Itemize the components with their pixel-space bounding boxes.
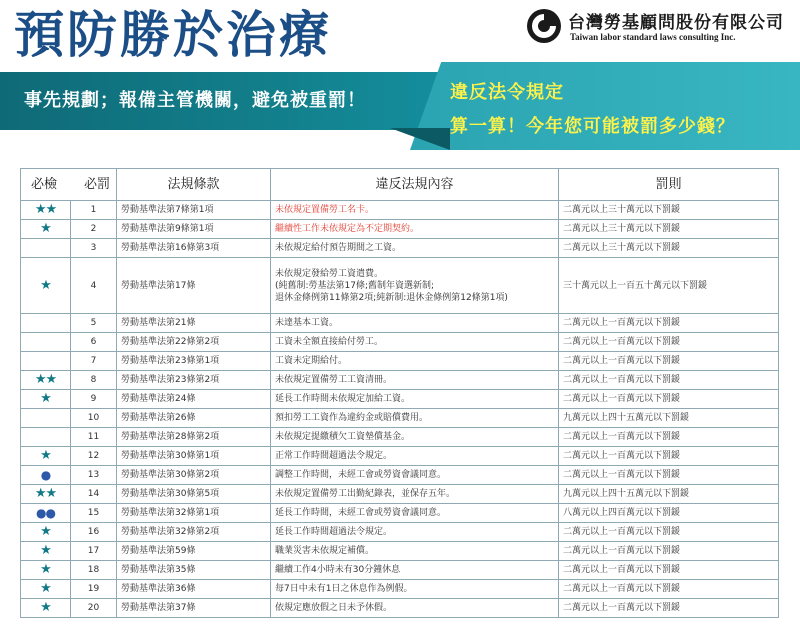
- row-number: 5: [71, 314, 117, 333]
- table-row: [21, 542, 779, 561]
- table-row: [21, 314, 779, 333]
- law-article: 勞動基準法第22條第2項: [117, 333, 271, 352]
- penalty-amount: 二萬元以上一百萬元以下罰鍰: [559, 447, 779, 466]
- logo-chinese-name: 台灣勞基顧問股份有限公司: [568, 13, 784, 33]
- penalty-amount: 二萬元以上一百萬元以下罰鍰: [559, 333, 779, 352]
- violation-content: 調整工作時間，未經工會或勞資會議同意。: [271, 466, 559, 485]
- violation-content: 繼續性工作未依規定為不定期契約。: [271, 220, 559, 239]
- header-must: 必罰: [83, 176, 110, 192]
- star-icon: ★: [21, 390, 71, 409]
- law-article: 勞動基準法第59條: [117, 542, 271, 561]
- star-icon: ★★: [21, 371, 71, 390]
- row-number: 17: [71, 542, 117, 561]
- row-number: 8: [71, 371, 117, 390]
- penalty-amount: 二萬元以上一百萬元以下罰鍰: [559, 542, 779, 561]
- mark-cell: [21, 409, 71, 428]
- company-logo-icon: [526, 8, 562, 44]
- violation-content: 延長工作時間超過法令規定。: [271, 523, 559, 542]
- row-number: 6: [71, 333, 117, 352]
- law-article: 勞動基準法第32條第2項: [117, 523, 271, 542]
- violation-content: 職業災害未依規定補償。: [271, 542, 559, 561]
- company-logo: [526, 6, 796, 50]
- violation-content: 工資未全額直接給付勞工。: [271, 333, 559, 352]
- penalty-amount: 二萬元以上一百萬元以下罰鍰: [559, 314, 779, 333]
- row-number: 9: [71, 390, 117, 409]
- table-row: [21, 352, 779, 371]
- law-article: 勞動基準法第28條第2項: [117, 428, 271, 447]
- star-icon: ★: [21, 599, 71, 618]
- row-number: 11: [71, 428, 117, 447]
- penalty-amount: 二萬元以上三十萬元以下罰鍰: [559, 239, 779, 258]
- promo-line-2: 算一算！今年您可能被罰多少錢？: [450, 116, 735, 137]
- law-article: 勞動基準法第9條第1項: [117, 220, 271, 239]
- law-article: 勞動基準法第30條第2項: [117, 466, 271, 485]
- row-number: 20: [71, 599, 117, 618]
- page-title: 預防勝於治療: [14, 6, 332, 64]
- violation-content: 延長工作時間未依規定加給工資。: [271, 390, 559, 409]
- penalty-amount: 二萬元以上一百萬元以下罰鍰: [559, 466, 779, 485]
- penalty-table: [20, 168, 779, 618]
- penalty-amount: 二萬元以上一百萬元以下罰鍰: [559, 352, 779, 371]
- table-row: [21, 523, 779, 542]
- law-article: 勞動基準法第35條: [117, 561, 271, 580]
- row-number: 7: [71, 352, 117, 371]
- table-header-row: [21, 169, 779, 201]
- table-row: [21, 580, 779, 599]
- violation-content: 依規定應放假之日未予休假。: [271, 599, 559, 618]
- banner-subtitle: 事先規劃；報備主管機關，避免被重罰！: [24, 90, 366, 111]
- star-icon: ★: [21, 542, 71, 561]
- penalty-amount: 八萬元以上四百萬元以下罰鍰: [559, 504, 779, 523]
- star-icon: ★: [21, 523, 71, 542]
- star-icon: ★: [21, 447, 71, 466]
- header-check-must: [21, 169, 117, 201]
- law-article: 勞動基準法第7條第1項: [117, 201, 271, 220]
- table-row: [21, 258, 779, 314]
- table-row: [21, 447, 779, 466]
- table-row: [21, 409, 779, 428]
- promo-line-1: 違反法令規定: [450, 82, 564, 103]
- table-row: [21, 390, 779, 409]
- law-article: 勞動基準法第30條第5項: [117, 485, 271, 504]
- row-number: 19: [71, 580, 117, 599]
- mark-cell: [21, 428, 71, 447]
- penalty-amount: 二萬元以上一百萬元以下罰鍰: [559, 561, 779, 580]
- dot-icon: ●●: [21, 504, 71, 523]
- penalty-amount: 二萬元以上一百萬元以下罰鍰: [559, 599, 779, 618]
- star-icon: ★★: [21, 201, 71, 220]
- violation-content: 未依規定提繳積欠工資墊償基金。: [271, 428, 559, 447]
- row-number: 3: [71, 239, 117, 258]
- row-number: 18: [71, 561, 117, 580]
- table-row: [21, 371, 779, 390]
- dot-icon: ●: [21, 466, 71, 485]
- law-article: 勞動基準法第23條第2項: [117, 371, 271, 390]
- table-row: [21, 561, 779, 580]
- penalty-amount: 二萬元以上一百萬元以下罰鍰: [559, 428, 779, 447]
- penalty-amount: 二萬元以上三十萬元以下罰鍰: [559, 201, 779, 220]
- row-number: 12: [71, 447, 117, 466]
- row-number: 14: [71, 485, 117, 504]
- law-article: 勞動基準法第30條第1項: [117, 447, 271, 466]
- penalty-amount: 三十萬元以上一百五十萬元以下罰鍰: [559, 258, 779, 314]
- law-article: 勞動基準法第32條第1項: [117, 504, 271, 523]
- table-row: [21, 201, 779, 220]
- table-row: [21, 466, 779, 485]
- law-article: 勞動基準法第36條: [117, 580, 271, 599]
- logo-english-name: Taiwan labor standard laws consulting Inc.: [570, 32, 736, 42]
- table-row: [21, 504, 779, 523]
- row-number: 1: [71, 201, 117, 220]
- star-icon: ★: [21, 561, 71, 580]
- mark-cell: [21, 352, 71, 371]
- law-article: 勞動基準法第24條: [117, 390, 271, 409]
- header-law: 法規條款: [117, 169, 271, 201]
- row-number: 2: [71, 220, 117, 239]
- penalty-amount: 二萬元以上三十萬元以下罰鍰: [559, 220, 779, 239]
- violation-content: 未依規定置備勞工工資清冊。: [271, 371, 559, 390]
- table-row: [21, 428, 779, 447]
- penalty-amount: 九萬元以上四十五萬元以下罰鍰: [559, 485, 779, 504]
- mark-cell: [21, 314, 71, 333]
- penalty-amount: 九萬元以上四十五萬元以下罰鍰: [559, 409, 779, 428]
- violation-content: 正常工作時間超過法令規定。: [271, 447, 559, 466]
- penalty-amount: 二萬元以上一百萬元以下罰鍰: [559, 523, 779, 542]
- violation-content: 未依規定發給勞工資遣費。 (純舊制:勞基法第17條;舊制年資選新制; 退休金條例第11條第2項;純新制:退休金條例第12條第1項): [271, 258, 559, 314]
- header-penalty: 罰則: [559, 169, 779, 201]
- violation-content: 未達基本工資。: [271, 314, 559, 333]
- violation-content: 未依規定置備勞工出勤紀錄表，並保存五年。: [271, 485, 559, 504]
- table-row: [21, 599, 779, 618]
- violation-content: 未依規定給付預告期間之工資。: [271, 239, 559, 258]
- star-icon: ★★: [21, 485, 71, 504]
- mark-cell: [21, 333, 71, 352]
- law-article: 勞動基準法第26條: [117, 409, 271, 428]
- law-article: 勞動基準法第17條: [117, 258, 271, 314]
- table-row: [21, 485, 779, 504]
- mark-cell: [21, 239, 71, 258]
- violation-content: 繼續工作4小時未有30分鐘休息: [271, 561, 559, 580]
- violation-content: 預扣勞工工資作為違約金或賠償費用。: [271, 409, 559, 428]
- penalty-amount: 二萬元以上一百萬元以下罰鍰: [559, 580, 779, 599]
- violation-content: 未依規定置備勞工名卡。: [271, 201, 559, 220]
- row-number: 16: [71, 523, 117, 542]
- star-icon: ★: [21, 580, 71, 599]
- penalty-table-container: [20, 168, 778, 618]
- table-row: [21, 220, 779, 239]
- header-check: 必檢: [31, 176, 58, 192]
- row-number: 4: [71, 258, 117, 314]
- violation-content: 工資未定期給付。: [271, 352, 559, 371]
- law-article: 勞動基準法第16條第3項: [117, 239, 271, 258]
- law-article: 勞動基準法第21條: [117, 314, 271, 333]
- header-content: 違反法規內容: [271, 169, 559, 201]
- violation-content: 延長工作時間，未經工會或勞資會議同意。: [271, 504, 559, 523]
- row-number: 15: [71, 504, 117, 523]
- law-article: 勞動基準法第23條第1項: [117, 352, 271, 371]
- star-icon: ★: [21, 220, 71, 239]
- row-number: 13: [71, 466, 117, 485]
- table-body: [21, 201, 779, 618]
- violation-content: 每7日中未有1日之休息作為例假。: [271, 580, 559, 599]
- penalty-amount: 二萬元以上一百萬元以下罰鍰: [559, 371, 779, 390]
- star-icon: ★: [21, 258, 71, 314]
- table-row: [21, 333, 779, 352]
- table-row: [21, 239, 779, 258]
- law-article: 勞動基準法第37條: [117, 599, 271, 618]
- row-number: 10: [71, 409, 117, 428]
- penalty-amount: 二萬元以上一百萬元以下罰鍰: [559, 390, 779, 409]
- header-banner: [0, 0, 800, 150]
